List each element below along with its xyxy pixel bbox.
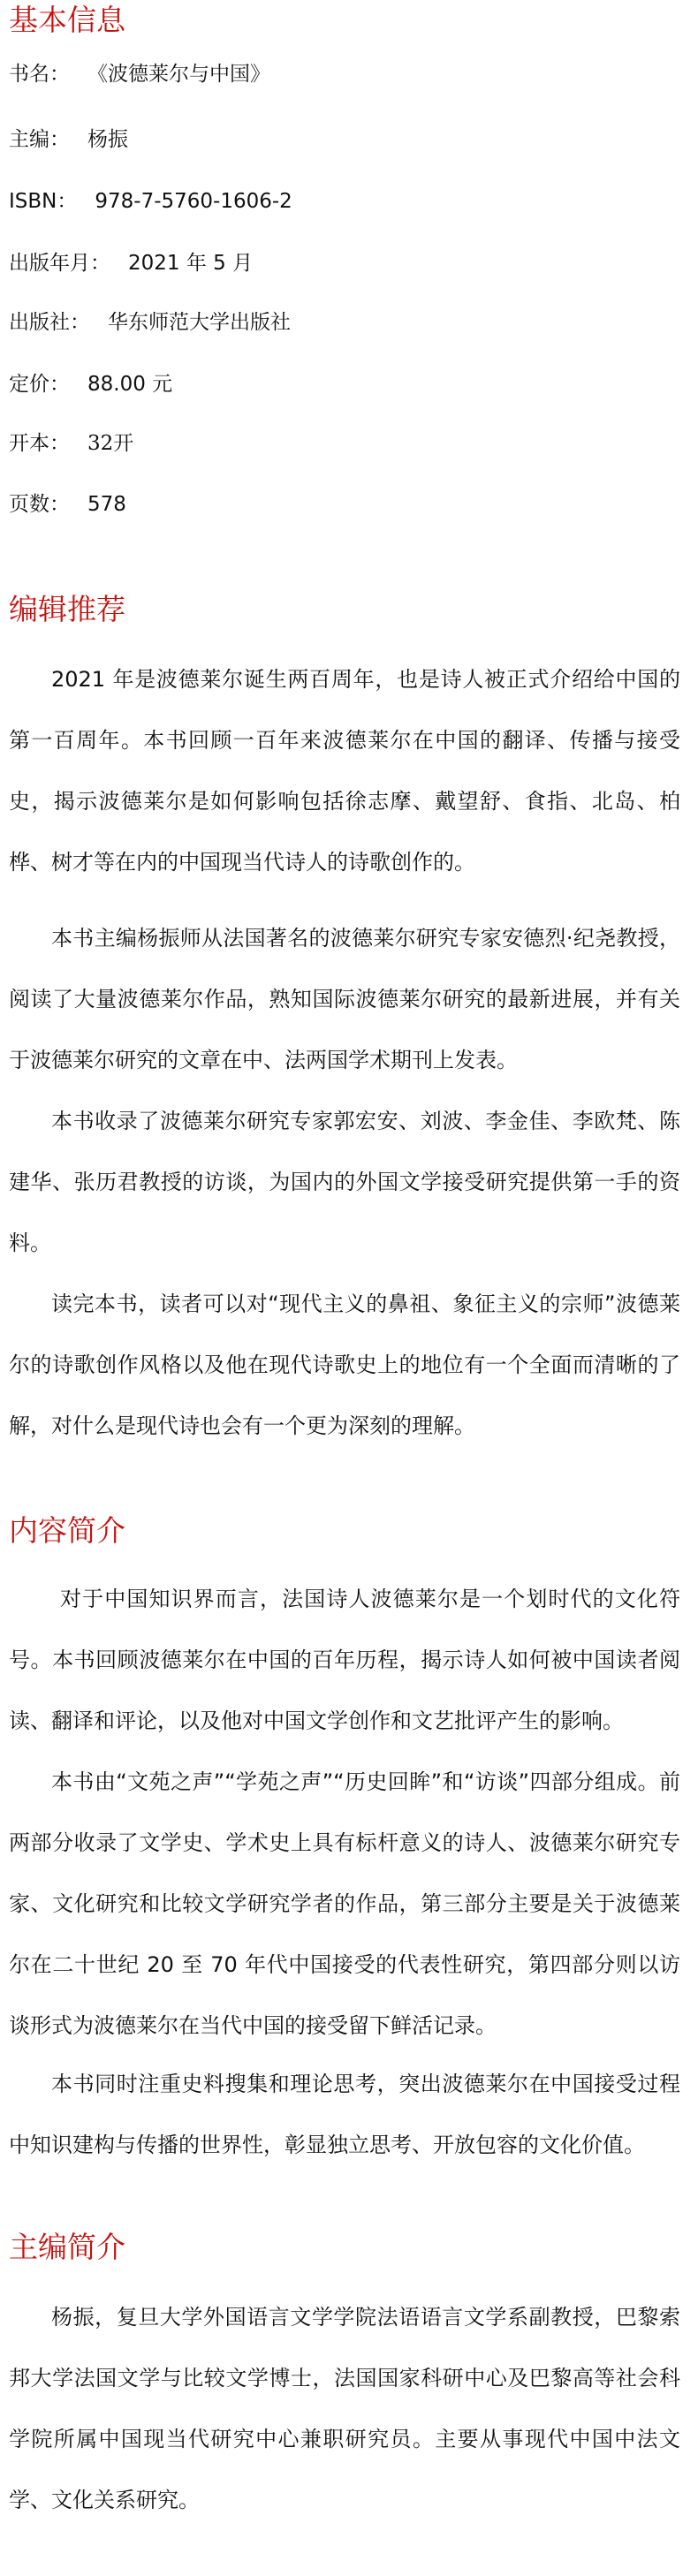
- info-label: 开本：: [9, 432, 70, 455]
- info-label: 书名：: [9, 63, 70, 86]
- recommendation-paragraph: 本书主编杨振师从法国著名的波德莱尔研究专家安德烈·纪尧教授，阅读了大量波德莱尔作品，熟知国际波德莱尔研究的最新进展，并有关于波德莱尔研究的文章在中、法两国学术期刊上发表。: [9, 926, 680, 1072]
- editor-recommendation-heading: 编辑推荐: [9, 592, 125, 626]
- info-label: 定价：: [9, 373, 70, 396]
- recommendation-paragraph: 2021 年是波德莱尔诞生两百周年，也是诗人被正式介绍给中国的第一百周年。本书回顾一百年来波德莱尔在中国的翻译、传播与接受史，揭示波德莱尔是如何影响包括徐志摩、戴望舒、食指、北岛、柏桦、树才等在内的中国现当代诗人的诗歌创作的。: [9, 667, 680, 875]
- info-row-format: [9, 430, 133, 457]
- editor-intro-heading: 主编简介: [9, 2230, 125, 2264]
- info-label: ISBN：: [9, 190, 78, 213]
- recommendation-paragraph: 本书收录了波德莱尔研究专家郭宏安、刘波、李金佳、李欧梵、陈建华、张历君教授的访谈，为国内的外国文学接受研究提供第一手的资料。: [9, 1109, 680, 1255]
- info-row-editor: [9, 126, 128, 153]
- content-paragraph: 对于中国知识界而言，法国诗人波德莱尔是一个划时代的文化符号。本书回顾波德莱尔在中国的百年历程，揭示诗人如何被中国读者阅读、翻译和评论，以及他对中国文学创作和文艺批评产生的影响。: [9, 1587, 680, 1733]
- info-value: 华东师范大学出版社: [108, 311, 291, 334]
- info-row-isbn: [9, 188, 292, 215]
- info-label: 主编：: [9, 128, 70, 151]
- info-value: 《波德莱尔与中国》: [87, 63, 270, 86]
- info-row-title: [9, 61, 270, 87]
- info-value: 88.00 元: [87, 373, 173, 396]
- basic-info-heading: 基本信息: [9, 3, 125, 37]
- info-label: 出版社：: [9, 311, 90, 334]
- info-label: 页数：: [9, 493, 70, 516]
- info-value: 32开: [87, 432, 134, 455]
- info-row-pages: [9, 491, 126, 518]
- info-row-price: [9, 371, 172, 398]
- recommendation-paragraph: 读完本书，读者可以对“现代主义的鼻祖、象征主义的宗师”波德莱尔的诗歌创作风格以及他在现代诗歌史上的地位有一个全面而清晰的了解，对什么是现代诗也会有一个更为深刻的理解。: [9, 1292, 680, 1438]
- info-row-publisher: [9, 309, 291, 336]
- content-intro-heading: 内容简介: [9, 1513, 125, 1548]
- info-value: 杨振: [87, 128, 128, 151]
- info-row-pubdate: [9, 250, 253, 277]
- info-value: 2021 年 5 月: [128, 252, 254, 275]
- info-value: 578: [87, 493, 126, 516]
- info-label: 出版年月：: [9, 252, 110, 275]
- content-paragraph: 本书由“文苑之声”“学苑之声”“历史回眸”和“访谈”四部分组成。前两部分收录了文学史、学术史上具有标杆意义的诗人、波德莱尔研究专家、文化研究和比较文学研究学者的作品，第三部分主要是关于波德莱尔在二十世纪 20 至 70 年代中国接受的代表性研究，第四部分则以访谈形式为波德莱尔在当代中国的接受留下鲜活记录。: [9, 1769, 680, 2038]
- editor-bio-paragraph: 杨振，复旦大学外国语言文学学院法语语言文学系副教授，巴黎索邦大学法国文学与比较文学博士，法国国家科研中心及巴黎高等社会科学院所属中国现当代研究中心兼职研究员。主要从事现代中国中法文学、文化关系研究。: [9, 2305, 680, 2512]
- content-paragraph: 本书同时注重史料搜集和理论思考，突出波德莱尔在中国接受过程中知识建构与传播的世界性，彰显独立思考、开放包容的文化价值。: [9, 2072, 680, 2157]
- info-value: 978-7-5760-1606-2: [95, 190, 292, 213]
